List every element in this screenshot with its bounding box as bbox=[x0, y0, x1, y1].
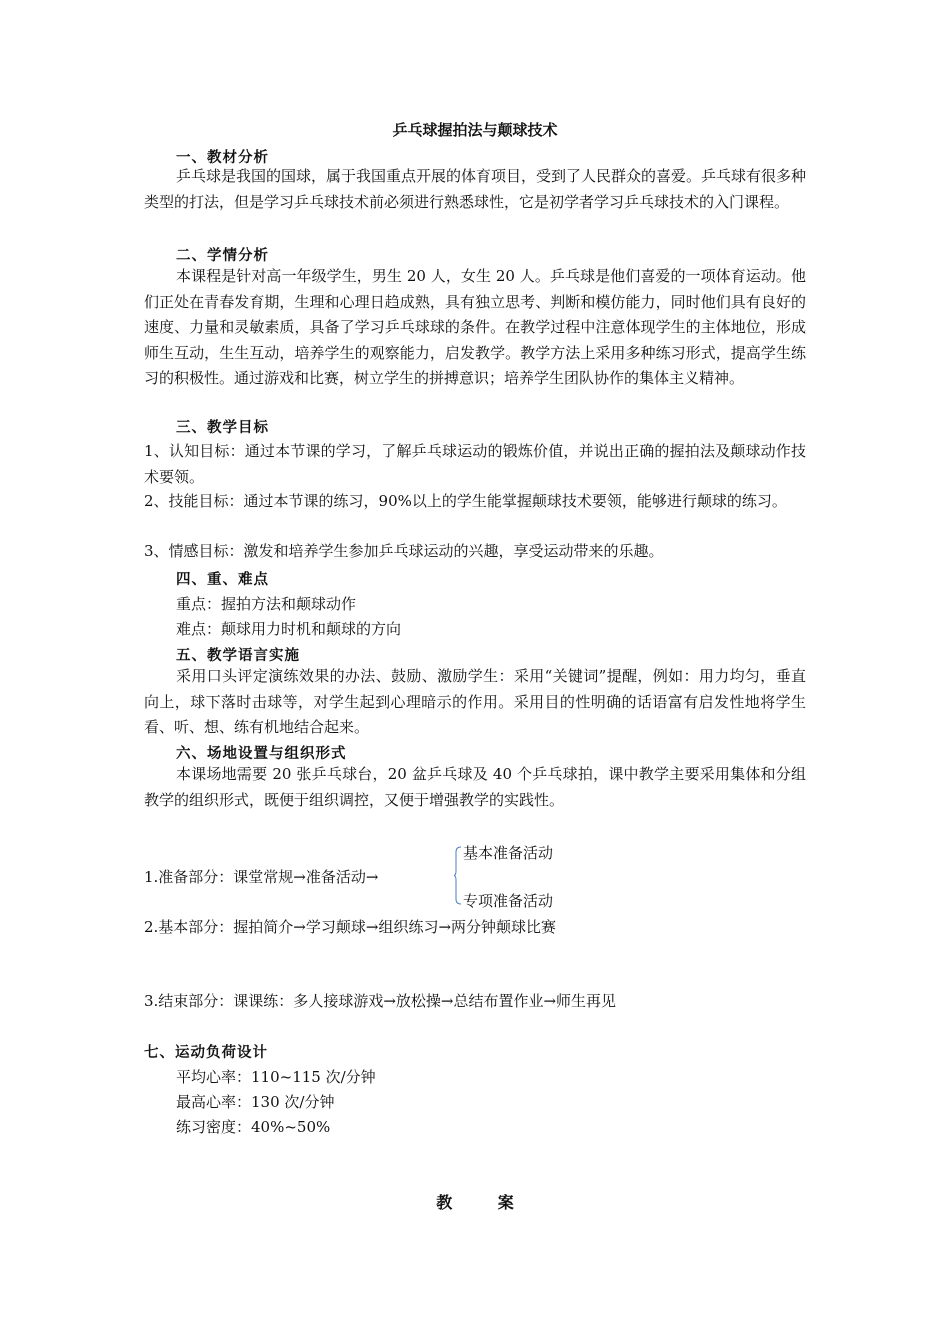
key-point: 重点：握拍方法和颠球动作 bbox=[176, 595, 357, 613]
flow-part-basic: 2.基本部分：握拍简介→学习颠球→组织练习→两分钟颠球比赛 bbox=[144, 918, 557, 936]
section-heading-venue-setup: 六、场地设置与组织形式 bbox=[176, 746, 347, 762]
max-heart-rate: 最高心率：130 次/分钟 bbox=[176, 1093, 335, 1111]
lesson-plan-title: 教 案 bbox=[436, 1193, 514, 1212]
flow-bracket bbox=[454, 846, 462, 905]
flow-branch-basic-warmup: 基本准备活动 bbox=[463, 844, 554, 862]
section-text-teaching-language: 采用口头评定演练效果的办法、鼓励、激励学生：采用“关键词”提醒，例如：用力均匀，垂直向上，球下落时击球等，对学生起到心理暗示的作用。采用目的性明确的话语富有启发性地将学生看、听、想、练有机地结合起来。 bbox=[144, 667, 806, 736]
flow-part-preparation: 1.准备部分：课堂常规→准备活动→ bbox=[144, 868, 379, 886]
section-heading-teaching-goals: 三、教学目标 bbox=[176, 420, 269, 436]
section-heading-teaching-language: 五、教学语言实施 bbox=[176, 648, 300, 664]
goal-cognitive: 1、认知目标：通过本节课的学习，了解乒乓球运动的锻炼价值，并说出正确的握拍法及颠球动作技术要领。 bbox=[144, 442, 806, 486]
document-title: 乒乓球握拍法与颠球技术 bbox=[392, 121, 558, 139]
practice-density: 练习密度：40%~50% bbox=[176, 1118, 331, 1136]
section-text-student-analysis: 本课程是针对高一年级学生，男生 20 人，女生 20 人。乒乓球是他们喜爱的一项体育运动。他们正处在青春发育期，生理和心理日趋成熟，具有独立思考、判断和模仿能力，同时他们具有良好的速度、力量和灵敏素质，具备了学习乒乓球球的条件。在教学过程中注意体现学生的主体地位，形成师生互动，生生互动，培养学生的观察能力，启发教学。教学方法上采用多种练习形式，提高学生练习的积极性。通过游戏和比赛，树立学生的拼搏意识；培养学生团队协作的集体主义精神。 bbox=[144, 267, 806, 387]
average-heart-rate: 平均心率：110~115 次/分钟 bbox=[176, 1068, 376, 1086]
section-heading-exercise-load: 七、运动负荷设计 bbox=[144, 1045, 268, 1061]
flow-branch-special-warmup: 专项准备活动 bbox=[463, 892, 554, 910]
goal-emotional: 3、情感目标：激发和培养学生参加乒乓球运动的兴趣，享受运动带来的乐趣。 bbox=[144, 542, 664, 560]
goal-skill: 2、技能目标：通过本节课的练习，90%以上的学生能掌握颠球技术要领，能够进行颠球的练习。 bbox=[144, 492, 787, 510]
section-heading-student-analysis: 二、学情分析 bbox=[176, 248, 269, 264]
section-heading-textbook-analysis: 一、教材分析 bbox=[176, 150, 269, 166]
section-text-textbook-analysis: 乒乓球是我国的国球，属于我国重点开展的体育项目，受到了人民群众的喜爱。乒乓球有很多种类型的打法，但是学习乒乓球技术前必须进行熟悉球性，它是初学者学习乒乓球技术的入门课程。 bbox=[144, 167, 807, 211]
section-heading-key-points: 四、重、难点 bbox=[176, 572, 269, 588]
flow-part-ending: 3.结束部分：课课练：多人接球游戏→放松操→总结布置作业→师生再见 bbox=[144, 992, 617, 1010]
section-text-venue-setup: 本课场地需要 20 张乒乓球台，20 盆乒乓球及 40 个乒乓球拍，课中教学主要采用集体和分组教学的组织形式，既便于组织调控，又便于增强教学的实践性。 bbox=[144, 765, 806, 809]
difficult-point: 难点：颠球用力时机和颠球的方向 bbox=[176, 620, 402, 638]
